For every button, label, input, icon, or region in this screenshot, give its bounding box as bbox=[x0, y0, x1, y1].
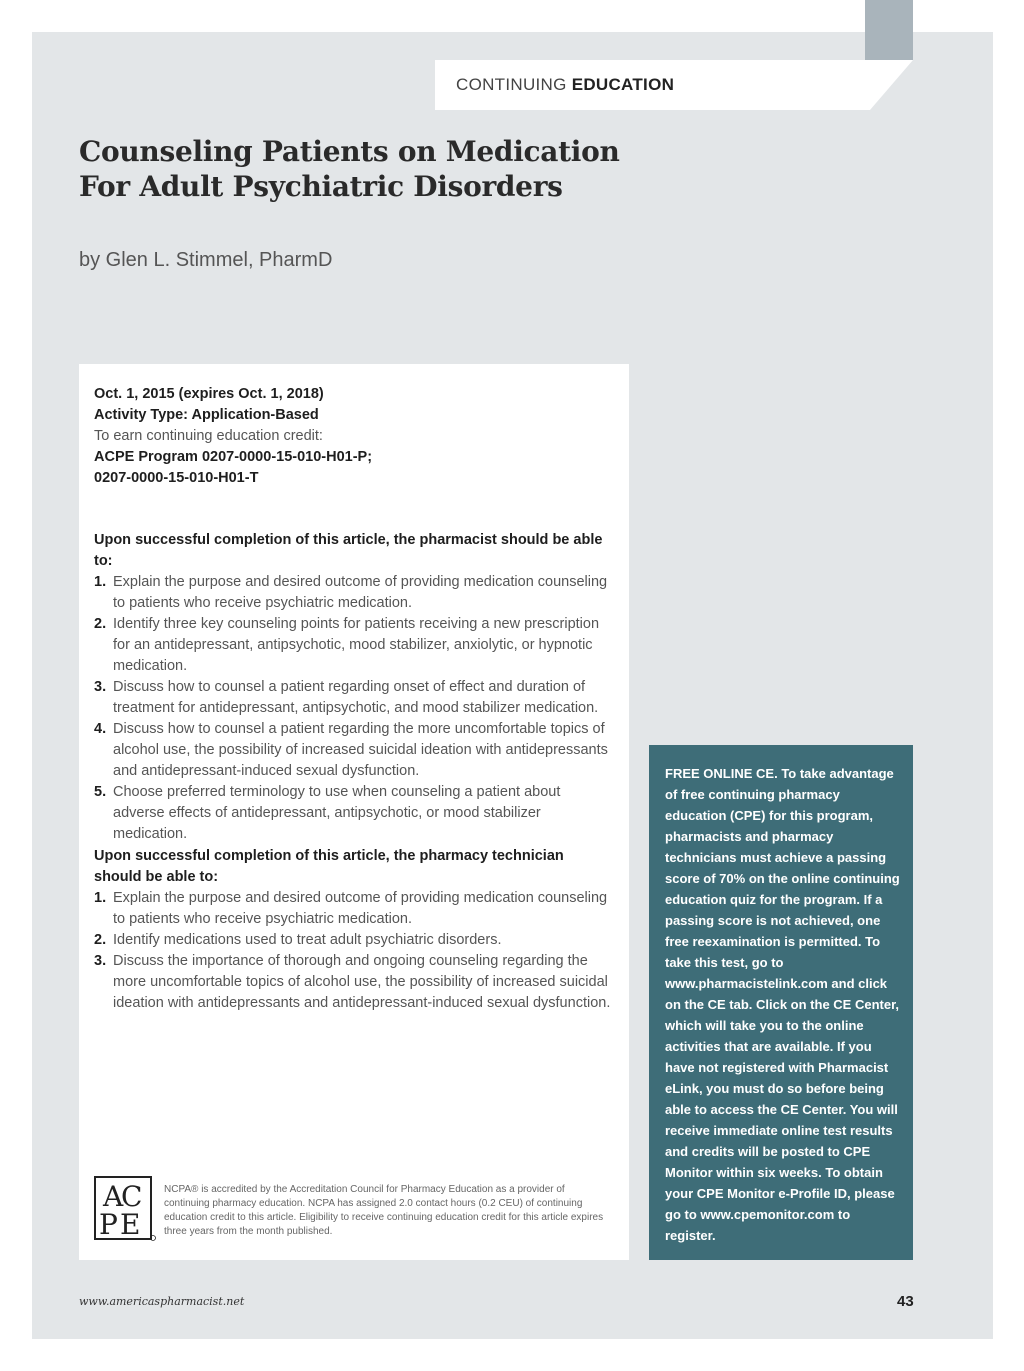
list-item bbox=[94, 614, 614, 677]
program-number-line1: ACPE Program 0207-0000-15-010-H01-P; bbox=[94, 449, 373, 465]
item-text: Explain the purpose and desired outcome of providing medication counseling to patients who receive psychiatric medication. bbox=[113, 890, 608, 927]
accreditation-statement: NCPA® is accredited by the Accreditation Council for Pharmacy Education as a provider of continuing pharmacy education. NCPA has assigned 2.0 contact hours (0.2 CEU) of continuing education credit to this article. Eligibility to receive continuing education credit for this article expires three years from the month published. bbox=[164, 1184, 604, 1237]
acpe-logo-graphic bbox=[94, 1176, 156, 1242]
item-number: 3. bbox=[94, 679, 107, 695]
section-header-bold: EDUCATION bbox=[571, 75, 675, 94]
earn-credit-label: To earn continuing education credit: bbox=[94, 428, 323, 444]
item-number: 5. bbox=[94, 784, 107, 800]
list-item bbox=[94, 782, 614, 845]
list-item bbox=[94, 719, 614, 782]
program-number-line2: 0207-0000-15-010-H01-T bbox=[94, 470, 259, 486]
pharmacist-objectives bbox=[94, 530, 614, 845]
technician-objectives-heading: Upon successful completion of this article, the pharmacy technician should be able to: bbox=[94, 848, 564, 885]
activity-type: Activity Type: Application-Based bbox=[94, 407, 319, 423]
item-number: 2. bbox=[94, 932, 107, 948]
item-text: Explain the purpose and desired outcome of providing medication counseling to patients who receive psychiatric medication. bbox=[113, 574, 608, 611]
item-number: 3. bbox=[94, 953, 107, 969]
acpe-logo bbox=[94, 1176, 156, 1242]
article-title-line1: Counseling Patients on Medication bbox=[79, 135, 620, 168]
page-number: 43 bbox=[897, 1293, 914, 1310]
item-number: 2. bbox=[94, 616, 107, 632]
item-text: Identify three key counseling points for patients receiving a new prescription for an antidepressant, antipsychotic, mood stabilizer, anxiolytic, or hypnotic medication. bbox=[113, 616, 600, 674]
article-byline: by Glen L. Stimmel, PharmD bbox=[79, 249, 333, 271]
top-tab-decoration bbox=[865, 0, 913, 60]
list-item bbox=[94, 930, 614, 951]
free-online-ce-box bbox=[649, 745, 913, 1260]
item-text: Identify medications used to treat adult psychiatric disorders. bbox=[113, 932, 502, 948]
ce-box-body: To take advantage of free continuing pharmacy education (CPE) for this program, pharmacists and pharmacy technicians must achieve a passing score of 70% on the online continuing education quiz for the program. If a passing score is not achieved, one free reexamination is permitted. To take this test, go to www.pharmacistelink.com and click on the CE tab. Click on the CE Center, which will take you to the online activities that are available. If you have not registered with Pharmacist eLink, you must do so before being able to access the CE Center. You will receive immediate online test results and credits will be posted to CPE Monitor within six weeks. To obtain your CPE Monitor e-Profile ID, please go to www.cpemonitor.com to register. bbox=[665, 766, 900, 1243]
info-box bbox=[79, 364, 629, 1260]
pharmacist-objectives-list bbox=[94, 572, 614, 845]
section-header-light: CONTINUING bbox=[456, 75, 572, 94]
article-title bbox=[79, 134, 679, 204]
activity-meta bbox=[94, 384, 614, 489]
article-title-line2: For Adult Psychiatric Disorders bbox=[79, 170, 563, 203]
section-header bbox=[456, 75, 674, 95]
pharmacist-objectives-heading: Upon successful completion of this article, the pharmacist should be able to: bbox=[94, 532, 603, 569]
svg-text:E: E bbox=[120, 1208, 141, 1241]
list-item bbox=[94, 572, 614, 614]
footer-url: www.americaspharmacist.net bbox=[79, 1295, 245, 1308]
item-number: 1. bbox=[94, 890, 107, 906]
list-item bbox=[94, 951, 614, 1014]
technician-objectives-list bbox=[94, 888, 614, 1014]
technician-objectives bbox=[94, 846, 614, 1014]
activity-date: Oct. 1, 2015 (expires Oct. 1, 2018) bbox=[94, 386, 324, 402]
svg-text:C: C bbox=[121, 1180, 143, 1213]
item-text: Choose preferred terminology to use when counseling a patient about adverse effects of antidepressant, antipsychotic, or mood stabilizer medication. bbox=[113, 784, 561, 842]
list-item bbox=[94, 888, 614, 930]
item-text: Discuss how to counsel a patient regarding onset of effect and duration of treatment for antidepressant, antipsychotic, and mood stabilizer medication. bbox=[113, 679, 599, 716]
item-text: Discuss how to counsel a patient regarding the more uncomfortable topics of alcohol use, the possibility of increased suicidal ideation with antidepressants and antidepressant-induced sexual dysfunction. bbox=[113, 721, 608, 779]
svg-text:A: A bbox=[103, 1180, 124, 1213]
list-item bbox=[94, 677, 614, 719]
item-text: Discuss the importance of thorough and ongoing counseling regarding the more uncomfortable topics of alcohol use, the possibility of increased suicidal ideation with antidepressants and antidepressant-induced sexual dysfunction. bbox=[113, 953, 611, 1011]
item-number: 4. bbox=[94, 721, 107, 737]
ce-box-lead: FREE ONLINE CE. bbox=[665, 766, 778, 781]
svg-text:P: P bbox=[99, 1208, 118, 1241]
item-number: 1. bbox=[94, 574, 107, 590]
ce-box-text bbox=[665, 763, 901, 1246]
